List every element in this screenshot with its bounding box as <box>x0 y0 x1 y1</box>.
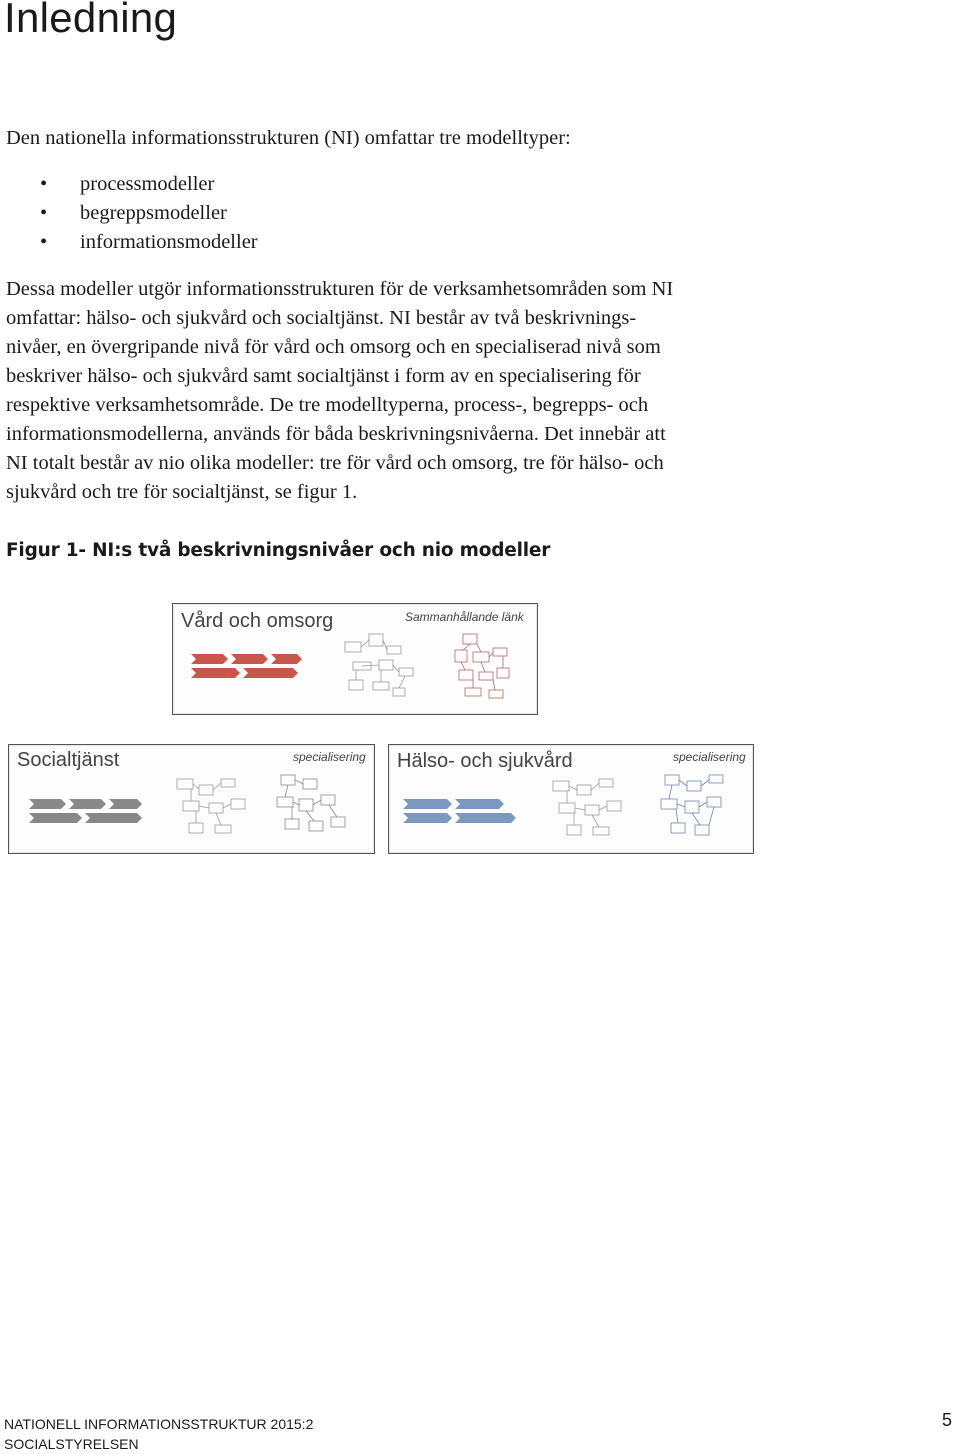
information-model-boxes <box>661 775 723 835</box>
panel-title: Vård och omsorg <box>181 610 334 632</box>
process-arrows <box>29 799 142 823</box>
panel-halso-och-sjukvard <box>388 744 754 854</box>
body-paragraph <box>6 275 806 507</box>
paragraph-line: informationsmodellerna, används för båda beskrivningsnivåerna. Det innebär att <box>6 423 666 445</box>
page-number: 5 <box>941 1410 952 1430</box>
process-arrows <box>403 799 516 823</box>
panel-title: Hälso- och sjukvård <box>397 750 573 772</box>
footer-publisher: SOCIALSTYRELSEN <box>4 1436 139 1452</box>
panel-title: Socialtjänst <box>17 749 120 771</box>
footer-publication: NATIONELL INFORMATIONSSTRUKTUR 2015:2 <box>4 1416 314 1432</box>
concept-model-boxes <box>553 779 621 835</box>
list-item: • informationsmodeller <box>40 228 258 257</box>
paragraph-line: sjukvård och tre för socialtjänst, se figur 1. <box>6 481 358 503</box>
figure-caption: Figur 1- NI:s två beskrivningsnivåer och nio modeller <box>6 540 551 561</box>
paragraph-line: Dessa modeller utgör informationsstrukturen för de verksamhetsområden som NI <box>6 278 674 300</box>
information-model-boxes <box>455 634 509 698</box>
paragraph-line: NI totalt består av nio olika modeller: tre för vård och omsorg, tre för hälso- och <box>6 452 664 474</box>
paragraph-line: respektive verksamhetsområde. De tre modelltyperna, process-, begrepps- och <box>6 394 649 416</box>
information-model-boxes <box>277 775 345 831</box>
panel-vard-och-omsorg <box>172 603 538 715</box>
panel-subtitle: Sammanhållande länk <box>405 610 524 624</box>
paragraph-line: omfattar: hälso- och sjukvård och socialtjänst. NI består av två beskrivnings- <box>6 307 637 329</box>
page-footer <box>4 1414 313 1454</box>
concept-model-boxes <box>345 634 413 696</box>
process-arrows <box>191 654 302 678</box>
list-item: • begreppsmodeller <box>40 199 258 228</box>
panel-subtitle: specialisering <box>673 750 746 764</box>
intro-paragraph: Den nationella informationsstrukturen (NI) omfattar tre modelltyper: <box>6 127 571 149</box>
paragraph-line: nivåer, en övergripande nivå för vård och omsorg och en specialiserad nivå som <box>6 336 661 358</box>
page-heading: Inledning <box>4 0 178 41</box>
panel-socialtjanst <box>8 744 375 854</box>
concept-model-boxes <box>177 779 245 833</box>
panel-subtitle: specialisering <box>293 750 366 764</box>
paragraph-line: beskriver hälso- och sjukvård samt socialtjänst i form av en specialisering för <box>6 365 641 387</box>
list-item: • processmodeller <box>40 170 258 199</box>
model-type-list <box>40 170 258 257</box>
